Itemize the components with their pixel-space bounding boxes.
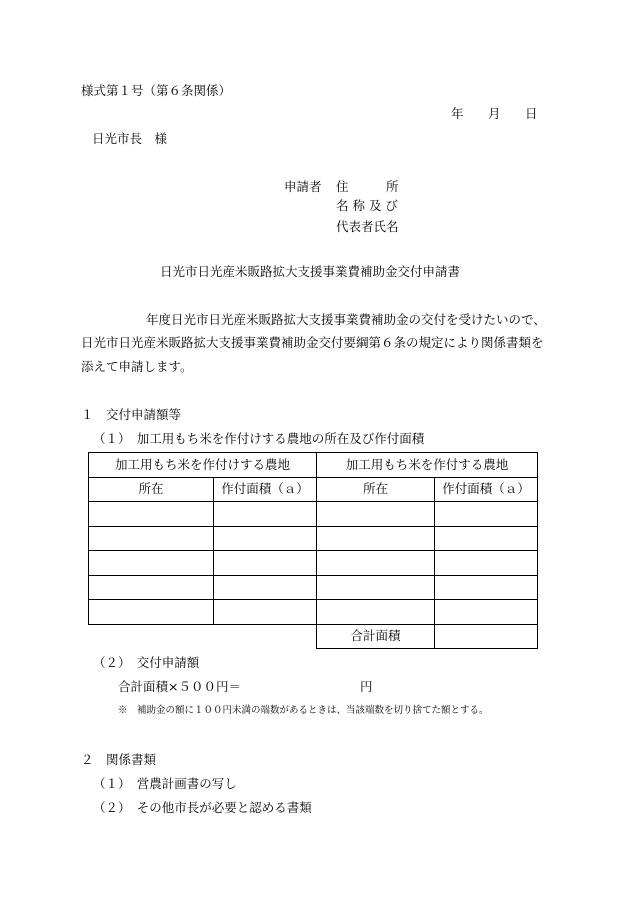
location-cell[interactable] <box>317 600 435 625</box>
applicant-name-label-2: 代表者氏名 <box>336 219 399 234</box>
area-cell[interactable] <box>435 575 538 600</box>
formula-unit: 円 <box>360 679 373 694</box>
area-cell[interactable] <box>214 526 317 551</box>
section1-heading: １ 交付申請額等 <box>81 407 182 422</box>
col-header-area: 作付面積（ａ） <box>435 477 538 502</box>
body-line-1: 年度日光市日光産米販路拡大支援事業費補助金の交付を受けたいので、 <box>146 312 546 327</box>
area-cell[interactable] <box>214 502 317 527</box>
section2-item-2: （２） その他市長が必要と認める書類 <box>93 800 312 815</box>
body-line-2: 日光市日光産米販路拡大支援事業費補助金交付要綱第６条の規定により関係書類を <box>81 335 544 350</box>
group-header-right: 加工用もち米を作付する農地 <box>317 453 538 478</box>
location-cell[interactable] <box>317 526 435 551</box>
section1-sub1: （１） 加工用もち米を作付けする農地の所在及び作付面積 <box>93 431 425 446</box>
area-cell[interactable] <box>435 551 538 576</box>
blank-cell <box>214 624 317 649</box>
location-cell[interactable] <box>89 600 214 625</box>
group-header-left: 加工用もち米を作付けする農地 <box>89 453 317 478</box>
applicant-label: 申請者 <box>284 179 322 194</box>
table-row <box>89 600 538 625</box>
rounding-note: ※ 補助金の額に１００円未満の端数があるときは、当該端数を切り捨てた額とする。 <box>118 705 489 716</box>
section1-sub2: （２） 交付申請額 <box>93 655 200 670</box>
total-area-label: 合計面積 <box>317 624 435 649</box>
table-row <box>89 526 538 551</box>
table-row <box>89 624 538 649</box>
location-cell[interactable] <box>317 575 435 600</box>
area-cell[interactable] <box>214 551 317 576</box>
area-cell[interactable] <box>214 575 317 600</box>
area-cell[interactable] <box>435 502 538 527</box>
applicant-address-label: 住 所 <box>336 179 399 194</box>
blank-cell <box>89 624 214 649</box>
date-day: 日 <box>525 106 538 121</box>
document-title: 日光市日光産米販路拡大支援事業費補助金交付申請書 <box>160 264 461 279</box>
col-header-location: 所在 <box>317 477 435 502</box>
location-cell[interactable] <box>89 575 214 600</box>
area-cell[interactable] <box>435 526 538 551</box>
location-cell[interactable] <box>89 502 214 527</box>
date-year: 年 <box>451 106 464 121</box>
form-number: 様式第１号（第６条関係） <box>81 83 232 98</box>
area-cell[interactable] <box>435 600 538 625</box>
location-cell[interactable] <box>89 551 214 576</box>
col-header-area: 作付面積（ａ） <box>214 477 317 502</box>
farmland-table <box>88 452 538 649</box>
table-row <box>89 477 538 502</box>
location-cell[interactable] <box>317 502 435 527</box>
section2-item-1: （１） 営農計画書の写し <box>93 776 237 791</box>
area-cell[interactable] <box>214 600 317 625</box>
table-row <box>89 502 538 527</box>
table-row <box>89 453 538 478</box>
body-line-3: 添えて申請します。 <box>81 359 193 374</box>
total-area-cell[interactable] <box>435 624 538 649</box>
formula-text: 合計面積×５００円＝ <box>118 679 241 694</box>
section2-heading: ２ 関係書類 <box>81 752 157 767</box>
table-row <box>89 551 538 576</box>
addressee: 日光市長 様 <box>92 131 168 146</box>
location-cell[interactable] <box>89 526 214 551</box>
col-header-location: 所在 <box>89 477 214 502</box>
location-cell[interactable] <box>317 551 435 576</box>
date-month: 月 <box>488 106 501 121</box>
applicant-name-label-1: 名 称 及 び <box>336 198 398 213</box>
table-row <box>89 575 538 600</box>
